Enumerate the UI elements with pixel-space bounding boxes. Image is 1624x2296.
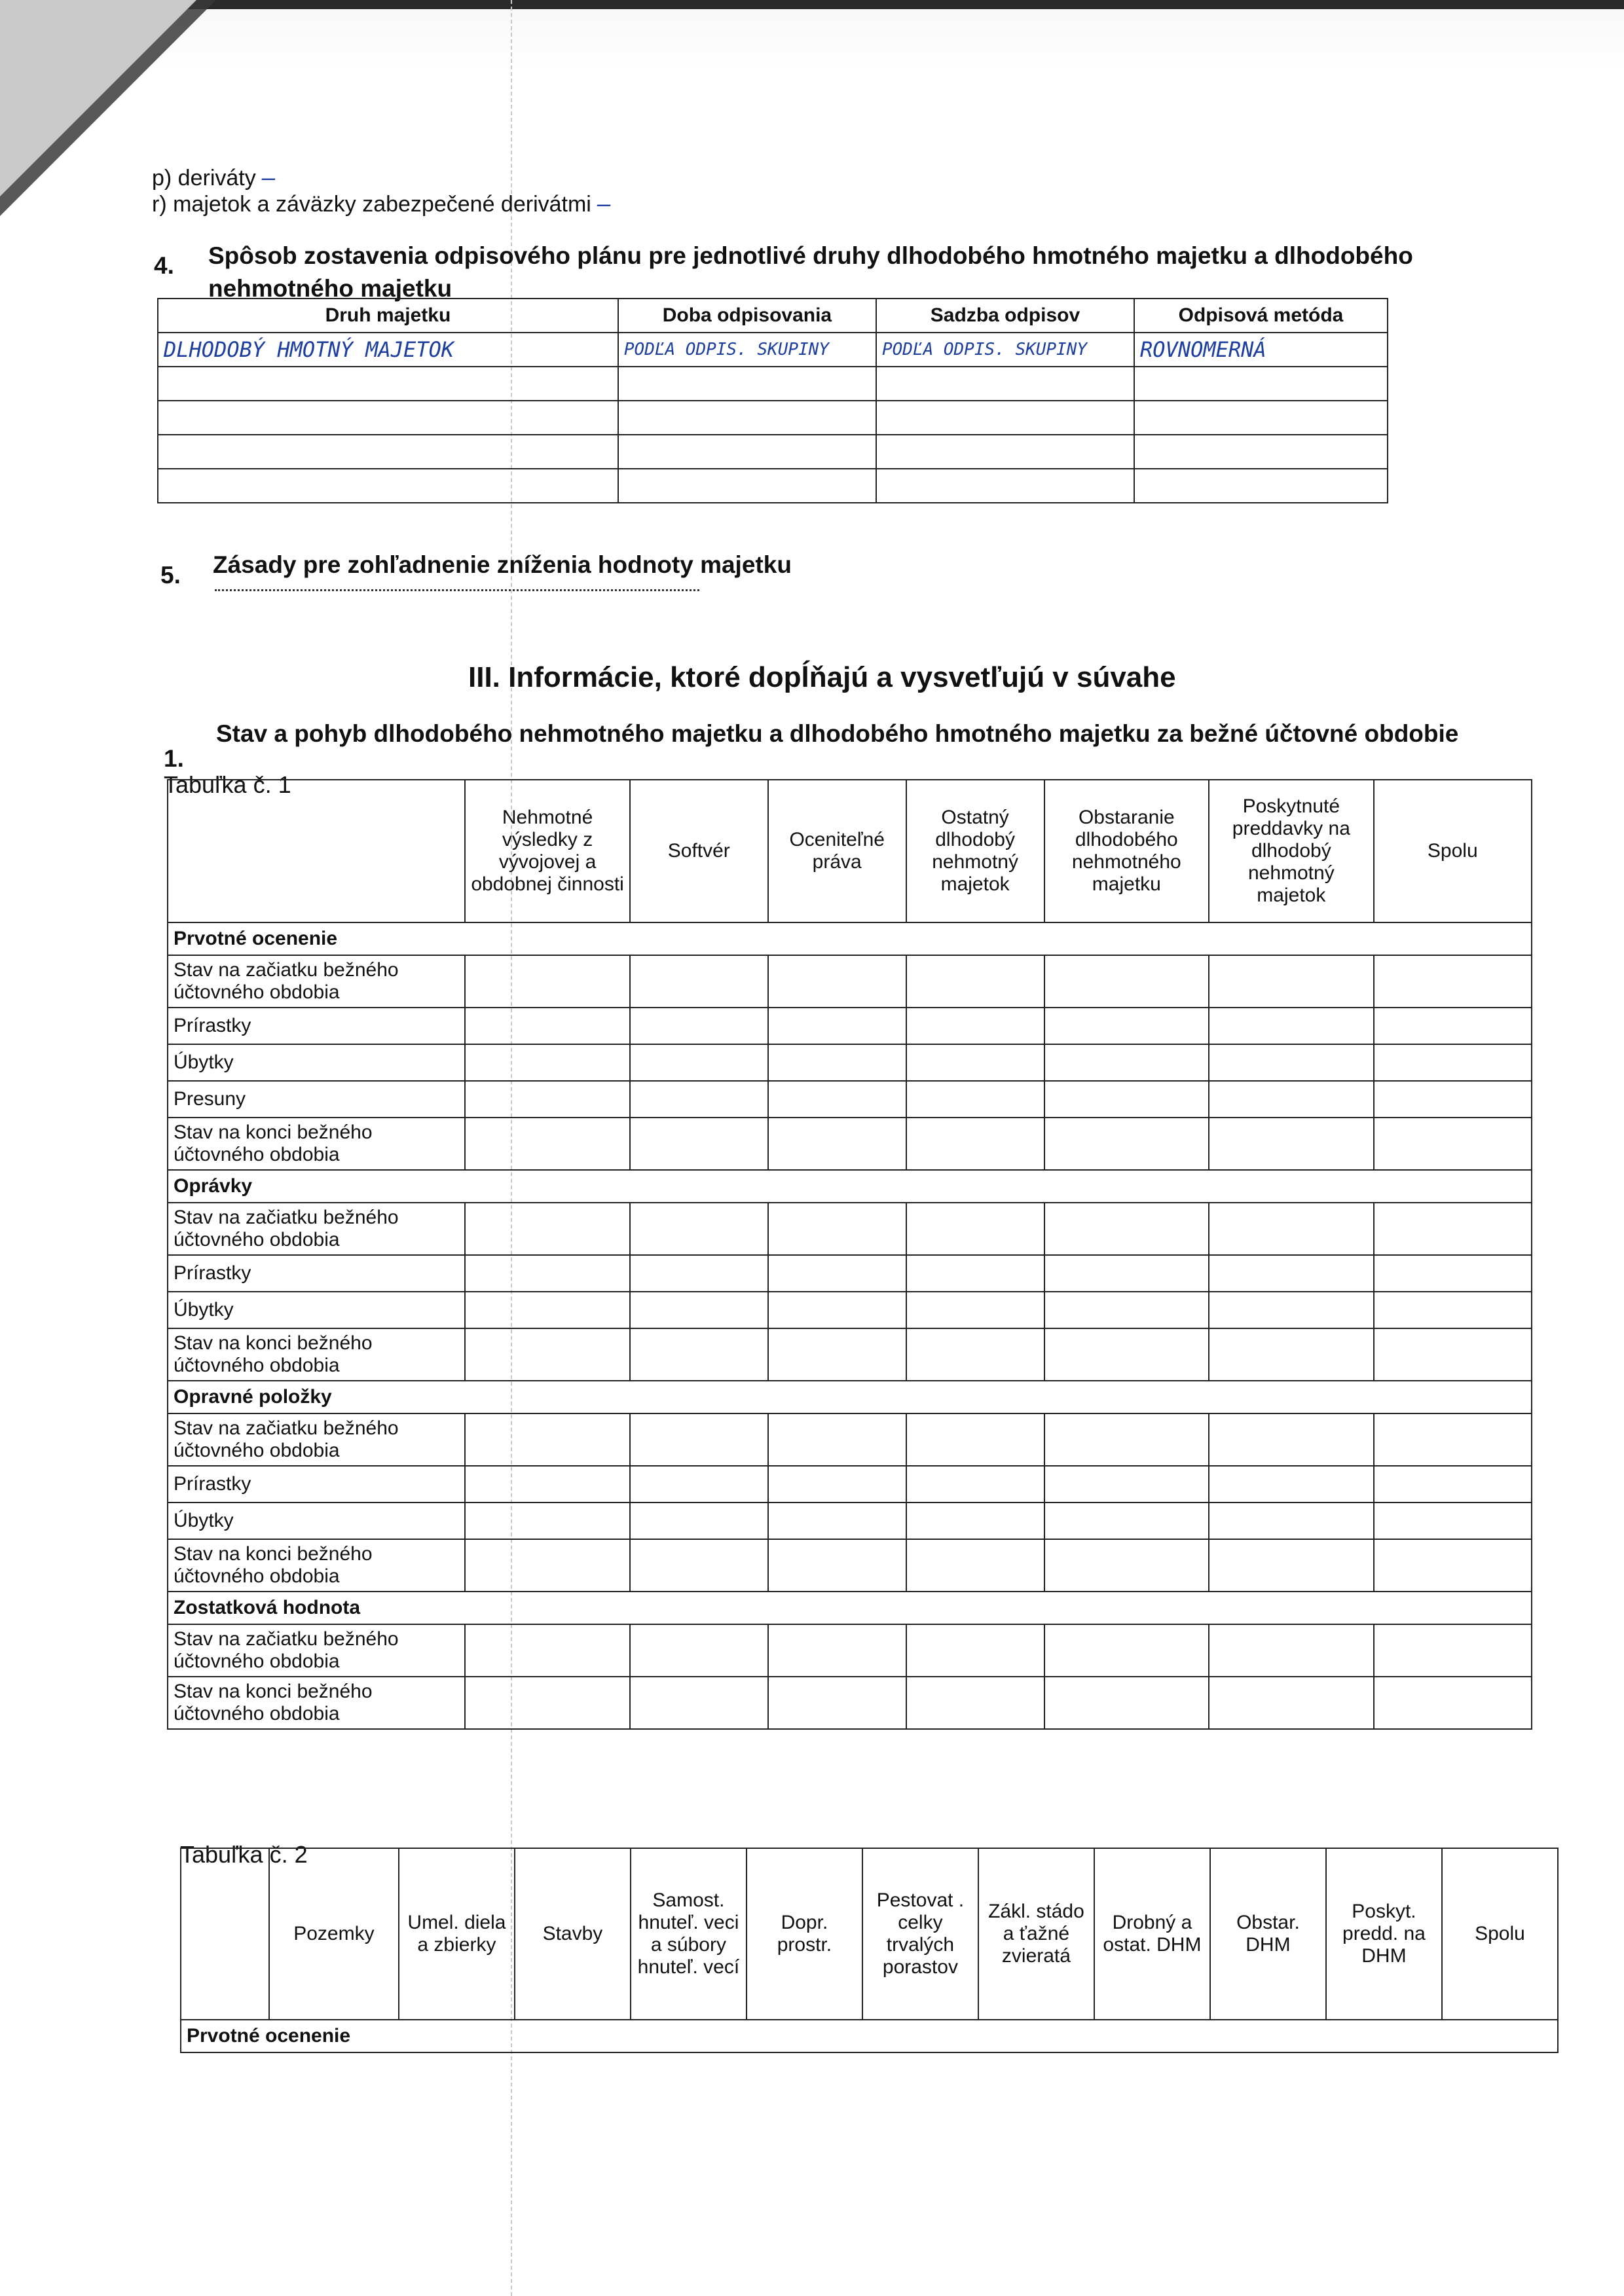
table-cell [630,1413,768,1466]
handwritten-dash: — [597,191,611,217]
cell-sadzba-odpisov: PODĽA ODPIS. SKUPINY [876,333,1134,367]
table-cell [906,1044,1044,1081]
cell-odpisova-metoda: ROVNOMERNÁ [1134,333,1388,367]
header-nehmotne-vysledky: Nehmotné výsledky z vývojovej a obdobnej činnosti [465,780,630,922]
table-cell [768,1466,906,1503]
table-cell [1044,1292,1209,1328]
header-poskyt-predd: Poskyt. predd. na DHM [1326,1848,1442,2020]
table-cell [1209,1292,1374,1328]
section-row-zostatkova-hodnota: Zostatková hodnota [168,1592,1532,1624]
table-cell [1374,1413,1532,1466]
table-cell [465,1118,630,1170]
table-cell [630,1255,768,1292]
row-label-ubytky: Úbytky [168,1292,465,1328]
row-label-presuny: Presuny [168,1081,465,1118]
dotted-fill-line [215,589,699,591]
table-cell [630,1008,768,1044]
table-cell [906,1539,1044,1592]
table-cell [768,1081,906,1118]
table-cell [1374,1255,1532,1292]
table-cell [1044,955,1209,1008]
table-cell [906,1081,1044,1118]
table-cell [465,1466,630,1503]
header-umel-diela: Umel. diela a zbierky [399,1848,515,2020]
header-pozemky: Pozemky [269,1848,399,2020]
header-drobny-dhm: Drobný a ostat. DHM [1094,1848,1210,2020]
table-cell [768,1292,906,1328]
table-cell [618,469,876,503]
table-cell [1044,1466,1209,1503]
table-cell [630,1044,768,1081]
tangible-assets-table [180,1848,1559,2053]
section4-title-line1: Spôsob zostavenia odpisového plánu pre jednotlivé druhy dlhodobého hmotného majetku a dlhodobého [208,242,1413,269]
table1-corner [168,780,465,922]
table1-caption: Tabuľka č. 1 [164,771,291,798]
table-cell [906,1466,1044,1503]
table-cell [1374,1539,1532,1592]
table-cell [1044,1044,1209,1081]
section-row-opravky: Oprávky [168,1170,1532,1203]
table-cell [465,1539,630,1592]
table-cell [630,1539,768,1592]
table-cell [906,1292,1044,1328]
table-cell [630,955,768,1008]
table-cell [630,1081,768,1118]
table-cell [1209,1466,1374,1503]
table-cell [1374,1203,1532,1255]
table-cell [630,1328,768,1381]
section-row-prvotne-ocenenie: Prvotné ocenenie [181,2020,1558,2052]
table-cell [465,955,630,1008]
table-cell [906,1328,1044,1381]
table-cell [1044,1008,1209,1044]
table-cell [465,1203,630,1255]
table-cell [906,1008,1044,1044]
table-cell [1374,1118,1532,1170]
table-cell [1374,1044,1532,1081]
table-cell [768,1044,906,1081]
intangible-assets-table [167,779,1532,1730]
table-cell [1209,1539,1374,1592]
scan-top-edge [0,0,1624,9]
table-cell [768,955,906,1008]
header-softver: Softvér [630,780,768,922]
row-label-stav-koniec: Stav na konci bežného účtovného obdobia [168,1539,465,1592]
cell-druh-majetku: DLHODOBÝ HMOTNÝ MAJETOK [158,333,618,367]
table-cell [158,367,618,401]
table-cell [768,1328,906,1381]
header-ostatny-dnm: Ostatný dlhodobý nehmotný majetok [906,780,1044,922]
row-label-ubytky: Úbytky [168,1503,465,1539]
table-cell [618,435,876,469]
table-cell [158,401,618,435]
cell-doba-odpisovania: PODĽA ODPIS. SKUPINY [618,333,876,367]
table-cell [1209,1503,1374,1539]
table-cell [465,1255,630,1292]
header-pestovat-celky: Pestovat . celky trvalých porastov [862,1848,978,2020]
table-cell [465,1503,630,1539]
row-label-ubytky: Úbytky [168,1044,465,1081]
table-cell [1209,1008,1374,1044]
row-label-stav-koniec: Stav na konci bežného účtovného obdobia [168,1677,465,1729]
table-cell [906,1203,1044,1255]
header-spolu: Spolu [1374,780,1532,922]
table-cell [768,1008,906,1044]
table-cell [1374,1503,1532,1539]
section1-number: 1. [164,745,184,772]
table-cell [768,1539,906,1592]
row-label-stav-zaciatok: Stav na začiatku bežného účtovného obdobia [168,1203,465,1255]
table-cell [906,955,1044,1008]
header-sadzba-odpisov: Sadzba odpisov [876,299,1134,333]
table-cell [1134,401,1388,435]
table-cell [1374,1328,1532,1381]
table-cell [1209,1044,1374,1081]
part3-title: III. Informácie, ktoré dopĺňajú a vysvetľujú v súvahe [468,661,1176,693]
table-cell [1209,1081,1374,1118]
table-cell [1134,367,1388,401]
table2-caption: Tabuľka č. 2 [180,1841,308,1868]
table-cell [618,367,876,401]
row-label-stav-koniec: Stav na konci bežného účtovného obdobia [168,1118,465,1170]
table-cell [1209,1203,1374,1255]
table-cell [465,1677,630,1729]
table-cell [768,1677,906,1729]
header-samost-hnutel-veci: Samost. hnuteľ. veci a súbory hnuteľ. vecí [631,1848,747,2020]
table-cell [1134,435,1388,469]
table-cell [1044,1328,1209,1381]
table-cell [768,1255,906,1292]
header-druh-majetku: Druh majetku [158,299,618,333]
table-cell [1044,1413,1209,1466]
table-cell [906,1118,1044,1170]
header-stavby: Stavby [515,1848,631,2020]
table-cell [906,1413,1044,1466]
table-cell [906,1503,1044,1539]
row-label-prirastky: Prírastky [168,1466,465,1503]
table-cell [1374,1008,1532,1044]
table-cell [876,367,1134,401]
row-label-prirastky: Prírastky [168,1008,465,1044]
table-cell [1209,1328,1374,1381]
table-cell [1374,1081,1532,1118]
table-cell [465,1328,630,1381]
header-obstaranie-dnm: Obstaranie dlhodobého nehmotného majetku [1044,780,1209,922]
row-label-stav-koniec: Stav na konci bežného účtovného obdobia [168,1328,465,1381]
table-cell [876,469,1134,503]
table-cell [1374,1677,1532,1729]
table-cell [630,1203,768,1255]
table-cell [1209,1118,1374,1170]
header-obstar-dhm: Obstar. DHM [1210,1848,1326,2020]
table-cell [1044,1118,1209,1170]
table-cell [768,1413,906,1466]
table-cell [876,435,1134,469]
table-cell [768,1118,906,1170]
table-cell [1044,1677,1209,1729]
table-cell [1374,955,1532,1008]
table-cell [465,1081,630,1118]
table-cell [906,1677,1044,1729]
table-cell [1374,1292,1532,1328]
header-poskytnute-preddavky: Poskytnuté preddavky na dlhodobý nehmotný majetok [1209,780,1374,922]
header-odpisova-metoda: Odpisová metóda [1134,299,1388,333]
table-cell [630,1292,768,1328]
table-cell [630,1118,768,1170]
table-cell [465,1044,630,1081]
item-r: r) majetok a záväzky zabezpečené derivátmi — [152,191,611,217]
table-cell [1209,1255,1374,1292]
section1-title: Stav a pohyb dlhodobého nehmotného majetku a dlhodobého hmotného majetku za bežné účtovné obdobie [216,720,1459,747]
table-cell [465,1292,630,1328]
section5-title: Zásady pre zohľadnenie zníženia hodnoty majetku [213,551,792,578]
section5-number: 5. [160,562,181,589]
table-cell [465,1624,630,1677]
table-cell [1044,1624,1209,1677]
section4-number: 4. [154,252,174,279]
table-cell [158,435,618,469]
header-zakl-stado: Zákl. stádo a ťažné zvieratá [978,1848,1094,2020]
header-dopr-prostr: Dopr. prostr. [747,1848,862,2020]
row-label-stav-zaciatok: Stav na začiatku bežného účtovného obdobia [168,955,465,1008]
table-cell [1044,1503,1209,1539]
table-cell [158,469,618,503]
table-cell [1044,1539,1209,1592]
table-cell [906,1624,1044,1677]
header-ocenitelne-prava: Oceniteľné práva [768,780,906,922]
table-cell [1209,1624,1374,1677]
item-p: p) deriváty — [152,165,276,191]
table-cell [465,1008,630,1044]
table-cell [630,1466,768,1503]
table-cell [768,1203,906,1255]
row-label-stav-zaciatok: Stav na začiatku bežného účtovného obdobia [168,1413,465,1466]
section-row-opravne-polozky: Opravné položky [168,1381,1532,1413]
table-cell [768,1624,906,1677]
table-cell [906,1255,1044,1292]
table-cell [1134,469,1388,503]
row-label-prirastky: Prírastky [168,1255,465,1292]
row-label-stav-zaciatok: Stav na začiatku bežného účtovného obdobia [168,1624,465,1677]
table2-corner [181,1848,269,2020]
table-cell [1044,1081,1209,1118]
table-cell [618,401,876,435]
table-cell [630,1677,768,1729]
table-cell [465,1413,630,1466]
table-cell [876,401,1134,435]
header-spolu: Spolu [1442,1848,1558,2020]
table-cell [1209,1413,1374,1466]
table-cell [1209,1677,1374,1729]
depreciation-plan-table [157,298,1388,503]
section4-title-line2: nehmotného majetku [208,275,452,302]
table-cell [630,1503,768,1539]
table-cell [630,1624,768,1677]
table-cell [768,1503,906,1539]
table-cell [1044,1203,1209,1255]
table-cell [1374,1624,1532,1677]
header-doba-odpisovania: Doba odpisovania [618,299,876,333]
table-cell [1209,955,1374,1008]
section-row-prvotne-ocenenie: Prvotné ocenenie [168,922,1532,955]
table-cell [1374,1466,1532,1503]
table-cell [1044,1255,1209,1292]
handwritten-dash: — [262,165,276,191]
